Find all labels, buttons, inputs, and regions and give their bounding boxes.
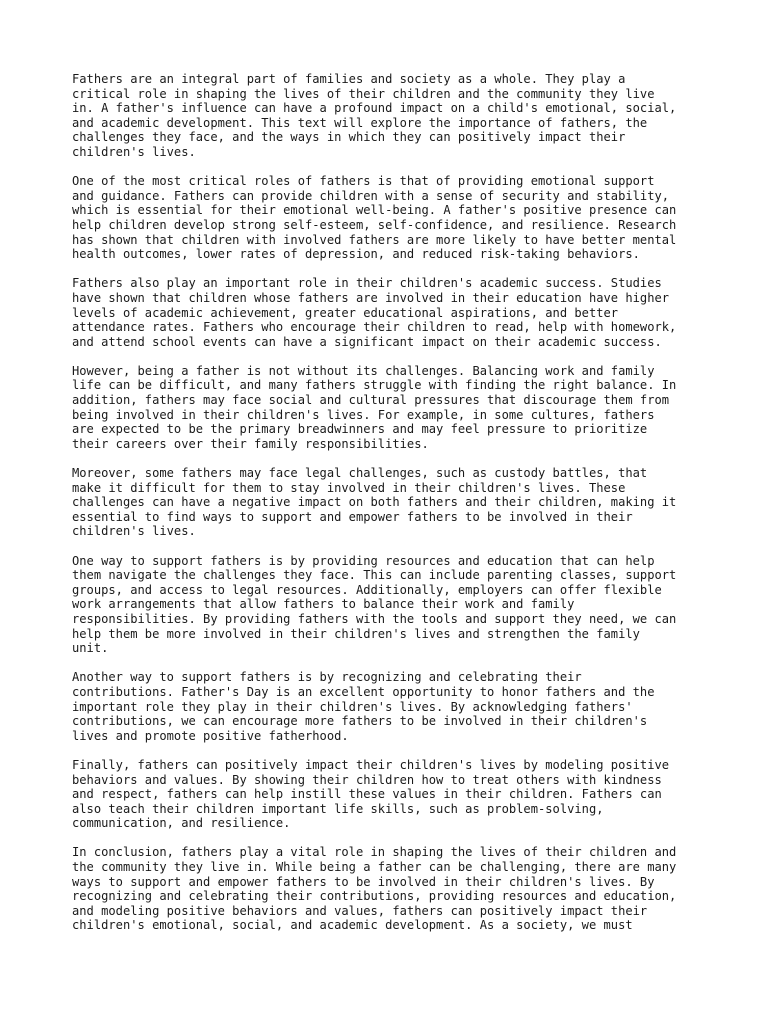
paragraph-5: Moreover, some fathers may face legal challenges, such as custody battles, that make it difficult for them to stay involved in their children's lives. These challenges can have a negative impact on both fathers and their children, making it essential to find ways to support and empower fathers to be involved in their children's lives. <box>72 466 677 539</box>
paragraph-6: One way to support fathers is by providing resources and education that can help them navigate the challenges they face. This can include parenting classes, support groups, and access to legal resources. Additionally, employers can offer flexible work arrangements that allow fathers to balance their work and family responsibilities. By providing fathers with the tools and support they need, we can help them be more involved in their children's lives and strengthen the family unit. <box>72 553 677 656</box>
paragraph-9: In conclusion, fathers play a vital role in shaping the lives of their children and the community they live in. While being a father can be challenging, there are many ways to support and empower fathers to be involved in their children's lives. By recognizing and celebrating their contributions, providing resources and education, and modeling positive behaviors and values, fathers can positively impact their children's emotional, social, and academic development. As a society, we must <box>72 845 677 933</box>
paragraph-4: However, being a father is not without its challenges. Balancing work and family life can be difficult, and many fathers struggle with finding the right balance. In addition, fathers may face social and cultural pressures that discourage them from being involved in their children's lives. For example, in some cultures, fathers are expected to be the primary breadwinners and may feel pressure to prioritize their careers over their family responsibilities. <box>72 363 677 451</box>
paragraph-2: One of the most critical roles of fathers is that of providing emotional support and guidance. Fathers can provide children with a sense of security and stability, which is essential for their emotional well-being. A father's positive presence can help children develop strong self-esteem, self-confidence, and resilience. Research has shown that children with involved fathers are more likely to have better mental health outcomes, lower rates of depression, and reduced risk-taking behaviors. <box>72 174 677 262</box>
paragraph-1: Fathers are an integral part of families and society as a whole. They play a critical role in shaping the lives of their children and the community they live in. A father's influence can have a profound impact on a child's emotional, social, and academic development. This text will explore the importance of fathers, the challenges they face, and the ways in which they can positively impact their children's lives. <box>72 72 677 159</box>
document-body <box>72 72 712 948</box>
paragraph-7: Another way to support fathers is by recognizing and celebrating their contributions. Father's Day is an excellent opportunity to honor fathers and the important role they play in their children's lives. By acknowledging fathers' contributions, we can encourage more fathers to be involved in their children's lives and promote positive fatherhood. <box>72 670 655 743</box>
paragraph-8: Finally, fathers can positively impact their children's lives by modeling positive behaviors and values. By showing their children how to treat others with kindness and respect, fathers can help instill these values in their children. Fathers can also teach their children important life skills, such as problem-solving, communication, and resilience. <box>72 757 670 831</box>
paragraph-3: Fathers also play an important role in their children's academic success. Studies have shown that children whose fathers are involved in their education have higher levels of academic achievement, greater educational aspirations, and better attendance rates. Fathers who encourage their children to read, help with homework, and attend school events can have a significant impact on their academic success. <box>72 276 677 349</box>
